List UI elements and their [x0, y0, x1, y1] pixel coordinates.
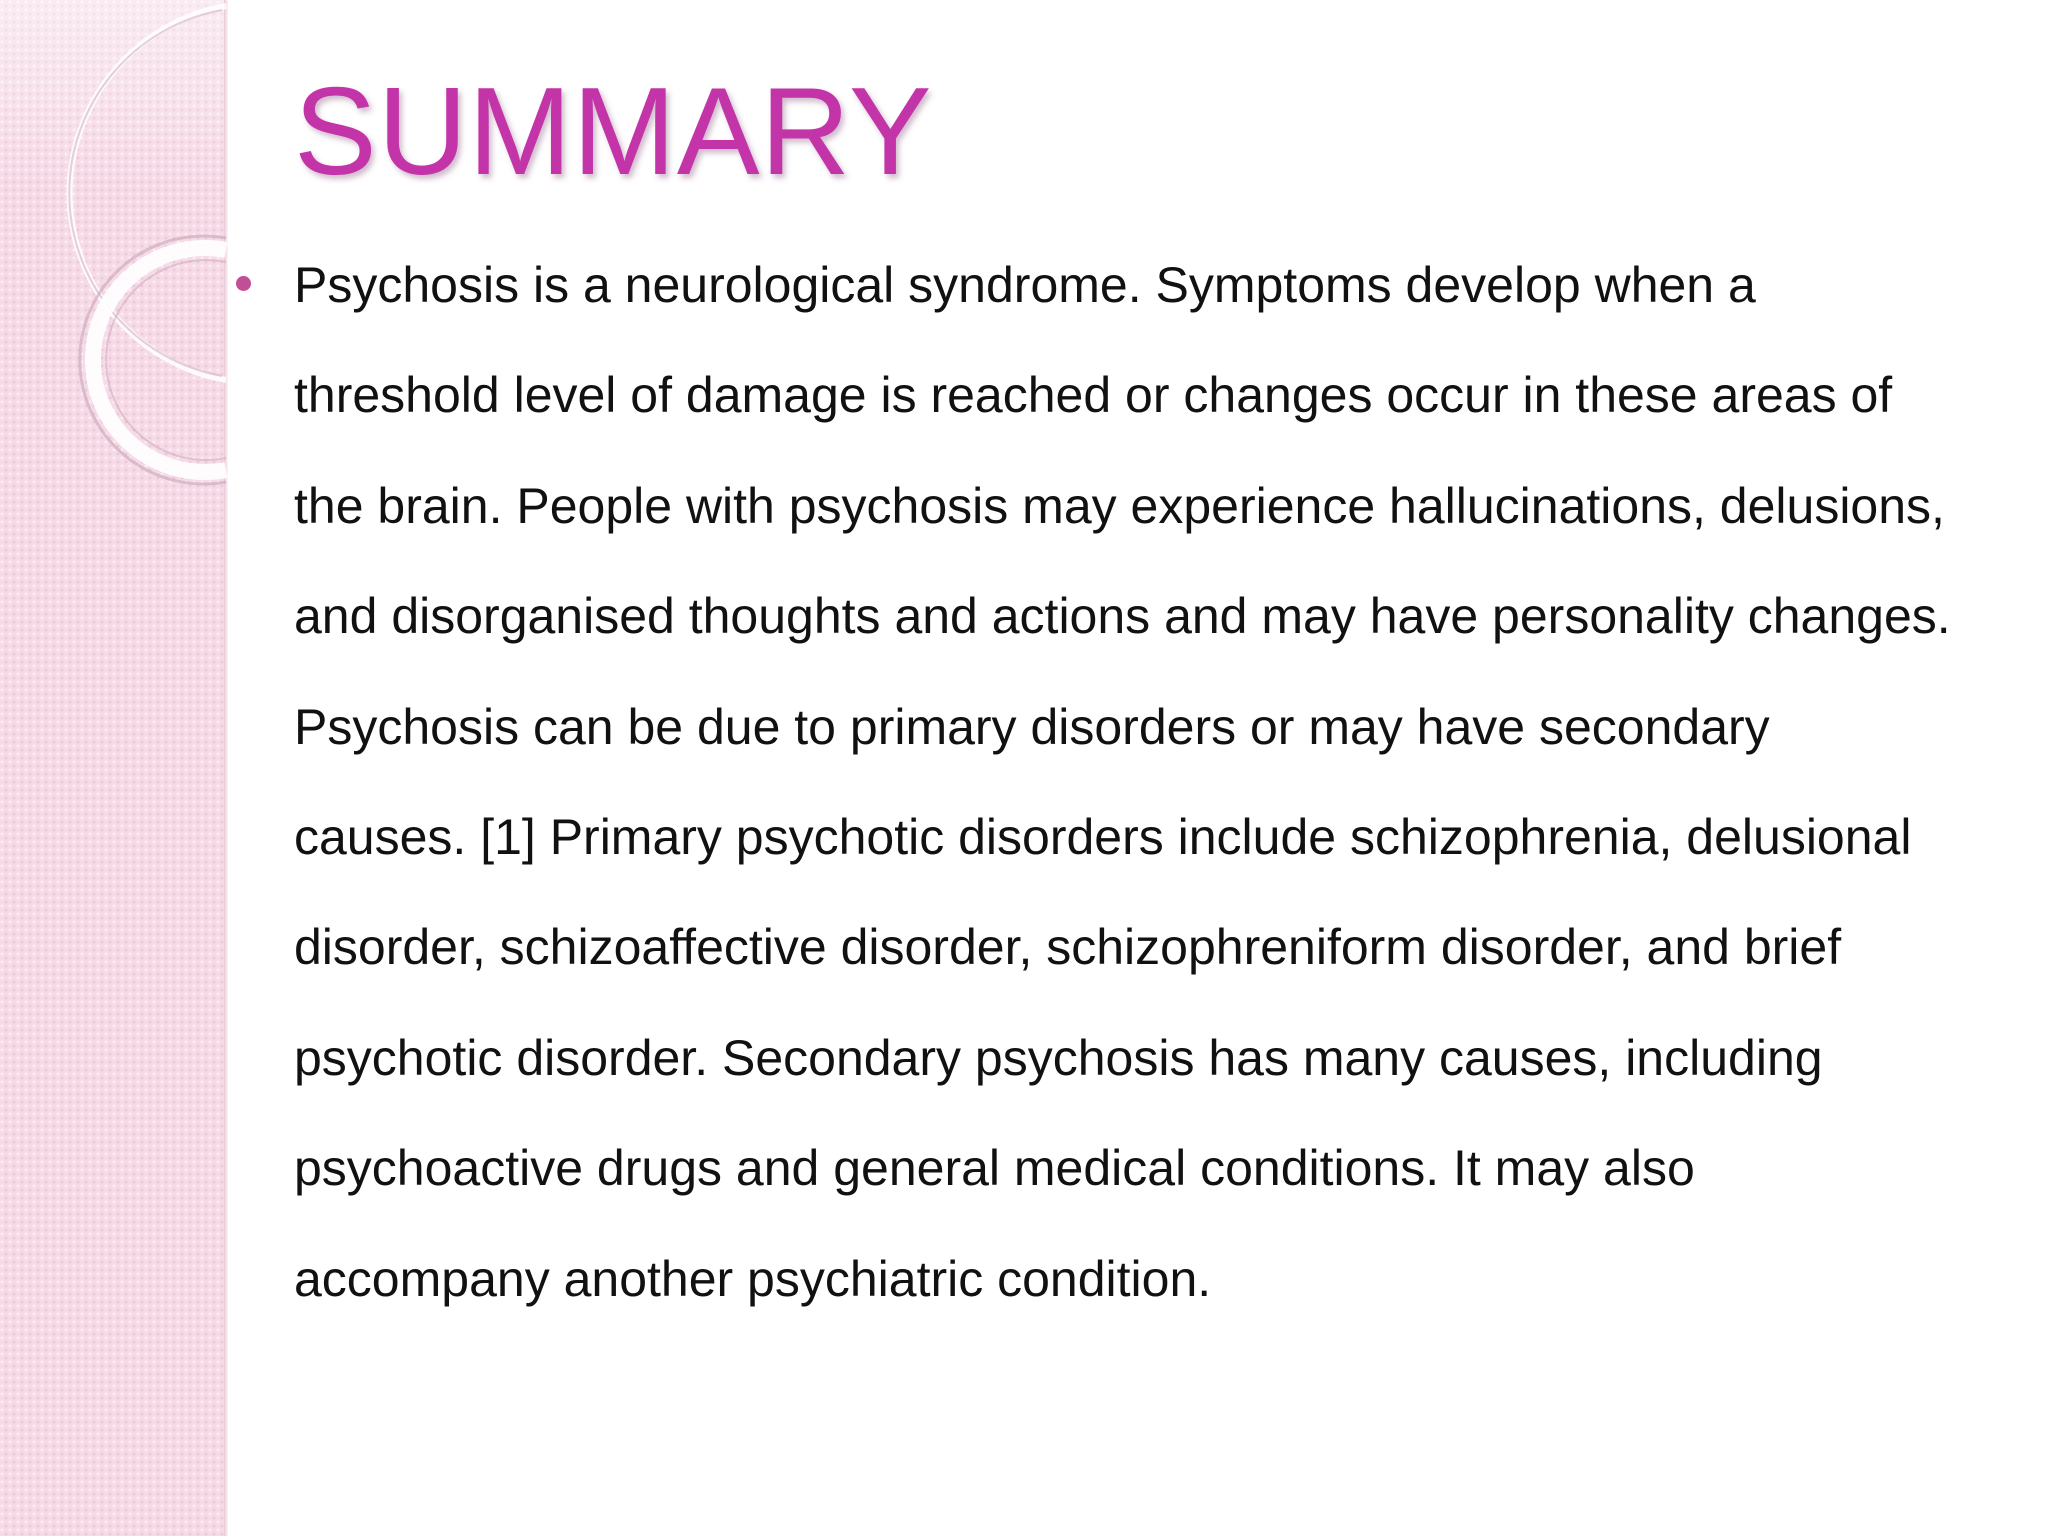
- side-panel-edge: [224, 0, 228, 1536]
- decorative-side-panel: [0, 0, 226, 1536]
- bullet-text: Psychosis is a neurological syndrome. Symptoms develop when a threshold level of damage is reached or changes occur in these areas of the brain. People with psychosis may experience hallucinations, delusions, and disorganised thoughts and actions and may have personality changes. Psychosis can be due to primary disorders or may have secondary causes. [1] Primary psychotic disorders include schizophrenia, delusional disorder, schizoaffective disorder, schizophreniform disorder, and brief psychotic disorder. Secondary psychosis has many causes, including psychoactive drugs and general medical conditions. It may also accompany another psychiatric condition.: [294, 257, 1951, 1307]
- slide-title: SUMMARY: [294, 63, 933, 201]
- side-panel-highlight: [0, 0, 226, 180]
- bullet-dot-icon: [236, 276, 251, 291]
